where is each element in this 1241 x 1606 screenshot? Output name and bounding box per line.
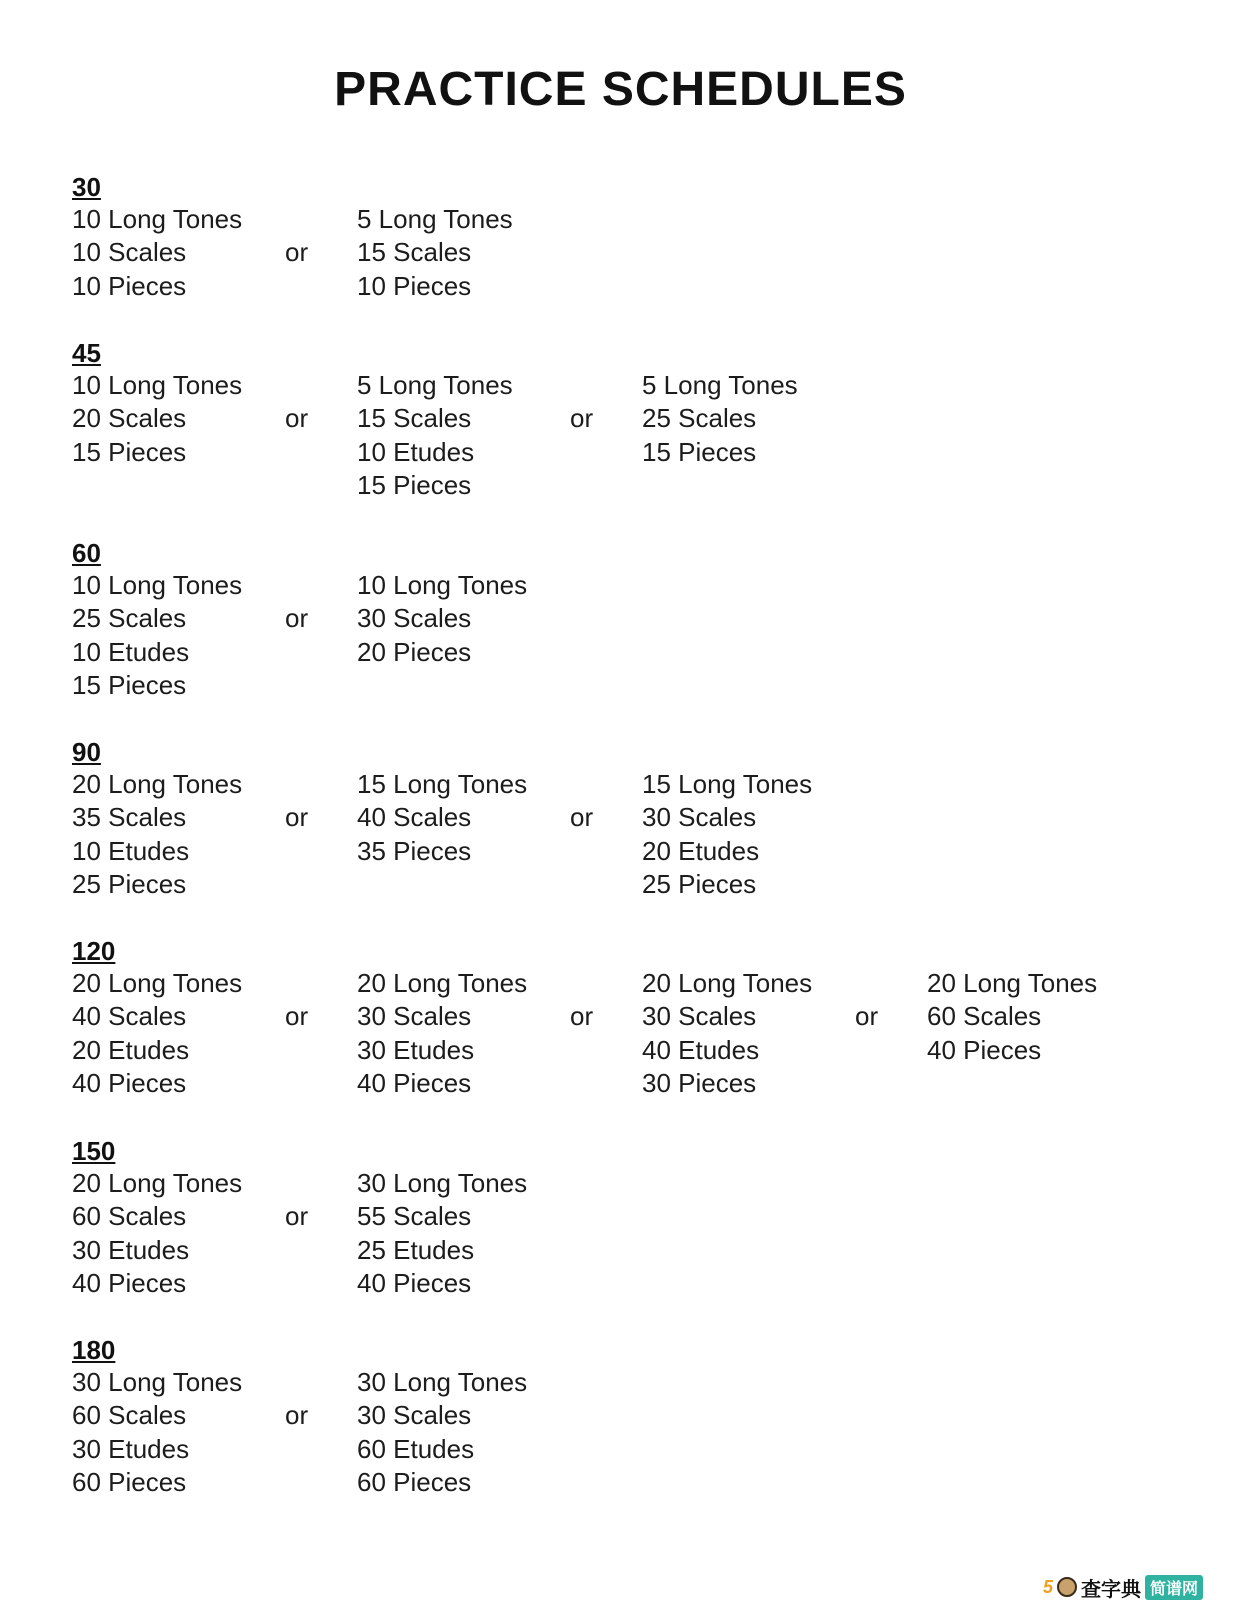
- practice-item: 15 Pieces: [72, 436, 187, 467]
- practice-item: 20 Long Tones: [72, 769, 243, 799]
- practice-item: 10 Etudes: [357, 436, 475, 467]
- practice-item: 10 Pieces: [72, 270, 187, 301]
- schedule-option: [642, 369, 798, 469]
- practice-item: 35 Scales: [72, 802, 187, 833]
- watermark-number: 5: [1042, 1576, 1053, 1597]
- or-separator: or: [285, 802, 309, 833]
- practice-item: 30 Scales: [642, 1001, 757, 1032]
- watermark-text: 查字典: [1080, 1576, 1141, 1601]
- practice-item: 30 Scales: [357, 1001, 472, 1032]
- practice-item: 20 Etudes: [642, 835, 760, 866]
- mascot-icon: [1057, 1577, 1077, 1597]
- practice-item: 10 Long Tones: [72, 570, 243, 600]
- or-separator: or: [285, 603, 309, 634]
- or-separator: or: [570, 802, 594, 833]
- practice-item: 40 Etudes: [642, 1034, 760, 1065]
- schedule-section-30: [72, 171, 1192, 301]
- practice-item: 25 Scales: [72, 603, 187, 634]
- practice-item: 5 Long Tones: [357, 204, 513, 234]
- practice-item: 30 Long Tones: [357, 1367, 528, 1397]
- practice-item: 25 Scales: [642, 403, 757, 434]
- schedule-option: [642, 768, 812, 901]
- practice-item: 10 Long Tones: [72, 370, 243, 400]
- practice-item: 20 Long Tones: [357, 968, 528, 998]
- schedule-option: [357, 369, 513, 502]
- or-separator: or: [285, 1001, 309, 1032]
- schedule-option: [357, 1167, 527, 1300]
- schedule-option: [357, 569, 527, 669]
- practice-item: 10 Pieces: [357, 270, 472, 301]
- practice-item: 30 Scales: [357, 1400, 472, 1431]
- practice-item: 30 Scales: [642, 802, 757, 833]
- practice-item: 30 Etudes: [357, 1034, 475, 1065]
- practice-item: 40 Scales: [357, 802, 472, 833]
- schedule-option: [72, 1167, 242, 1300]
- schedule-section-150: [72, 1135, 1192, 1298]
- practice-item: 10 Etudes: [72, 835, 190, 866]
- section-heading: 120: [72, 936, 116, 966]
- section-heading: 90: [72, 737, 101, 767]
- practice-item: 40 Pieces: [357, 1267, 472, 1298]
- schedule-section-60: [72, 537, 1192, 700]
- practice-item: 20 Long Tones: [72, 1168, 243, 1198]
- or-separator: or: [285, 1400, 309, 1431]
- practice-item: 15 Pieces: [72, 669, 187, 700]
- schedule-option: [357, 967, 527, 1100]
- practice-item: 40 Scales: [72, 1001, 187, 1032]
- section-heading: 30: [72, 172, 101, 202]
- schedule-option: [642, 967, 812, 1100]
- practice-item: 5 Long Tones: [642, 370, 798, 400]
- schedule-option: [72, 768, 242, 901]
- practice-item: 10 Etudes: [72, 636, 190, 667]
- or-separator: or: [570, 403, 594, 434]
- practice-item: 35 Pieces: [357, 835, 472, 866]
- watermark-logo: [1043, 1574, 1203, 1600]
- schedule-option: [357, 203, 513, 303]
- page-title: PRACTICE SCHEDULES: [334, 63, 907, 116]
- or-separator: or: [285, 403, 309, 434]
- practice-item: 10 Long Tones: [72, 204, 243, 234]
- practice-item: 25 Etudes: [357, 1234, 475, 1265]
- section-heading: 150: [72, 1136, 116, 1166]
- schedule-section-45: [72, 337, 1192, 500]
- practice-item: 60 Scales: [72, 1400, 187, 1431]
- practice-item: 20 Long Tones: [927, 968, 1098, 998]
- practice-item: 60 Scales: [72, 1201, 187, 1232]
- section-heading: 180: [72, 1335, 116, 1365]
- practice-item: 15 Pieces: [642, 436, 757, 467]
- practice-item: 20 Long Tones: [642, 968, 813, 998]
- practice-item: 30 Etudes: [72, 1234, 190, 1265]
- section-heading: 45: [72, 338, 101, 368]
- practice-item: 20 Pieces: [357, 636, 472, 667]
- practice-item: 10 Scales: [72, 237, 187, 268]
- practice-item: 25 Pieces: [642, 868, 757, 899]
- practice-item: 55 Scales: [357, 1201, 472, 1232]
- section-heading: 60: [72, 538, 101, 568]
- practice-item: 30 Scales: [357, 603, 472, 634]
- practice-item: 40 Pieces: [72, 1267, 187, 1298]
- schedule-option: [927, 967, 1097, 1067]
- or-separator: or: [855, 1001, 879, 1032]
- practice-item: 10 Long Tones: [357, 570, 528, 600]
- schedule-option: [72, 203, 242, 303]
- or-separator: or: [570, 1001, 594, 1032]
- schedule-section-180: [72, 1334, 1192, 1497]
- schedule-option: [72, 569, 242, 702]
- practice-item: 60 Pieces: [72, 1466, 187, 1497]
- practice-item: 5 Long Tones: [357, 370, 513, 400]
- practice-item: 30 Long Tones: [357, 1168, 528, 1198]
- practice-item: 30 Long Tones: [72, 1367, 243, 1397]
- practice-item: 60 Etudes: [357, 1433, 475, 1464]
- practice-item: 60 Scales: [927, 1001, 1042, 1032]
- practice-item: 20 Long Tones: [72, 968, 243, 998]
- practice-item: 30 Etudes: [72, 1433, 190, 1464]
- practice-item: 20 Etudes: [72, 1034, 190, 1065]
- practice-item: 40 Pieces: [357, 1067, 472, 1098]
- or-separator: or: [285, 1201, 309, 1232]
- schedule-option: [72, 967, 242, 1100]
- schedule-section-120: [72, 935, 1192, 1098]
- practice-item: 40 Pieces: [72, 1067, 187, 1098]
- practice-item: 60 Pieces: [357, 1466, 472, 1497]
- practice-item: 15 Scales: [357, 237, 472, 268]
- practice-item: 30 Pieces: [642, 1067, 757, 1098]
- schedule-option: [357, 768, 527, 868]
- practice-item: 15 Scales: [357, 403, 472, 434]
- practice-item: 15 Long Tones: [642, 769, 813, 799]
- practice-item: 15 Pieces: [357, 469, 472, 500]
- schedule-option: [72, 1366, 242, 1499]
- or-separator: or: [285, 237, 309, 268]
- schedule-option: [357, 1366, 527, 1499]
- schedule-option: [72, 369, 242, 469]
- schedule-section-90: [72, 736, 1192, 899]
- practice-item: 40 Pieces: [927, 1034, 1042, 1065]
- watermark-badge: 简谱网: [1145, 1575, 1203, 1600]
- practice-item: 20 Scales: [72, 403, 187, 434]
- practice-item: 25 Pieces: [72, 868, 187, 899]
- practice-item: 15 Long Tones: [357, 769, 528, 799]
